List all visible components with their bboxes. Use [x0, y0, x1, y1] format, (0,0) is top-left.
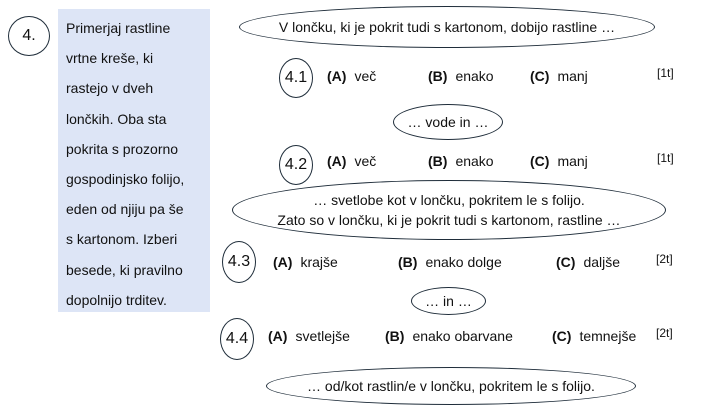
- prompt-line: dopolnijo trditev.: [66, 291, 167, 308]
- option-4-2-c[interactable]: [530, 153, 588, 169]
- option-4-3-b[interactable]: [398, 254, 502, 270]
- points-4-1: [1t]: [657, 66, 674, 80]
- option-text: temnejše: [579, 328, 637, 344]
- sentence-oval-5: [266, 367, 636, 405]
- option-4-4-b[interactable]: [385, 328, 513, 344]
- option-text: enako dolge: [425, 254, 502, 270]
- option-4-1-c[interactable]: [530, 68, 588, 84]
- question-prompt: [58, 9, 210, 312]
- option-letter: (C): [530, 68, 550, 84]
- option-text: krajše: [300, 254, 338, 270]
- option-4-2-b[interactable]: [428, 153, 494, 169]
- prompt-line: rastejo v dveh: [66, 80, 154, 97]
- sentence-text: … vode in …: [407, 114, 489, 130]
- question-number: 4.: [8, 16, 50, 56]
- prompt-line: Primerjaj rastline: [66, 20, 171, 36]
- prompt-line: s kartonom. Izberi: [66, 231, 178, 248]
- subquestion-number-4-1: 4.1: [279, 58, 313, 98]
- prompt-line: pokrita s prozorno: [66, 140, 179, 157]
- sentence-text: … svetlobe kot v lončku, pokritem le s folijo.: [313, 192, 585, 208]
- sentence-oval-2: [393, 104, 503, 140]
- option-4-3-a[interactable]: [273, 254, 338, 270]
- subquestion-number-4-3: 4.3: [222, 241, 256, 283]
- prompt-line: vrtne kreše, ki: [66, 50, 154, 67]
- option-text: svetlejše: [295, 328, 350, 344]
- sentence-text: V lončku, ki je pokrit tudi s kartonom, dobijo rastline …: [278, 19, 616, 35]
- option-letter: (C): [552, 328, 572, 344]
- option-4-4-c[interactable]: [552, 328, 636, 344]
- option-4-4-a[interactable]: [268, 328, 350, 344]
- option-letter: (B): [385, 328, 405, 344]
- option-text: daljše: [583, 254, 621, 270]
- option-4-3-c[interactable]: [556, 254, 620, 270]
- option-letter: (A): [327, 68, 347, 84]
- option-letter: (B): [398, 254, 418, 270]
- option-4-1-a[interactable]: [327, 68, 376, 84]
- option-letter: (C): [556, 254, 576, 270]
- option-letter: (A): [268, 328, 288, 344]
- prompt-line: eden od njiju pa še: [66, 201, 184, 218]
- option-letter: (A): [273, 254, 293, 270]
- option-letter: (C): [530, 153, 550, 169]
- prompt-line: lončkih. Oba sta: [66, 110, 167, 127]
- points-4-2: [1t]: [657, 151, 674, 165]
- sentence-oval-4: [411, 287, 486, 315]
- sentence-text: … in …: [425, 293, 472, 309]
- points-4-4: [2t]: [656, 326, 673, 340]
- option-letter: (B): [428, 153, 448, 169]
- option-text: enako: [455, 68, 494, 84]
- points-4-3: [2t]: [656, 252, 673, 266]
- option-4-2-a[interactable]: [327, 153, 376, 169]
- option-letter: (B): [428, 68, 448, 84]
- sentence-oval-1: [239, 6, 655, 48]
- subquestion-number-4-4: 4.4: [220, 318, 254, 360]
- prompt-line: besede, ki pravilno: [66, 261, 183, 278]
- sentence-oval-3: [232, 180, 666, 240]
- prompt-line: gospodinjsko folijo,: [66, 171, 185, 188]
- sentence-text: … od/kot rastlin/e v lončku, pokritem le s folijo.: [307, 378, 595, 394]
- sentence-text: Zato so v lončku, ki je pokrit tudi s kartonom, rastline …: [277, 212, 621, 228]
- option-text: več: [354, 153, 377, 169]
- subquestion-number-4-2: 4.2: [279, 145, 313, 185]
- option-text: manj: [557, 153, 588, 169]
- option-text: več: [354, 68, 377, 84]
- option-text: manj: [557, 68, 588, 84]
- option-letter: (A): [327, 153, 347, 169]
- option-text: enako: [455, 153, 494, 169]
- option-4-1-b[interactable]: [428, 68, 494, 84]
- option-text: enako obarvane: [412, 328, 513, 344]
